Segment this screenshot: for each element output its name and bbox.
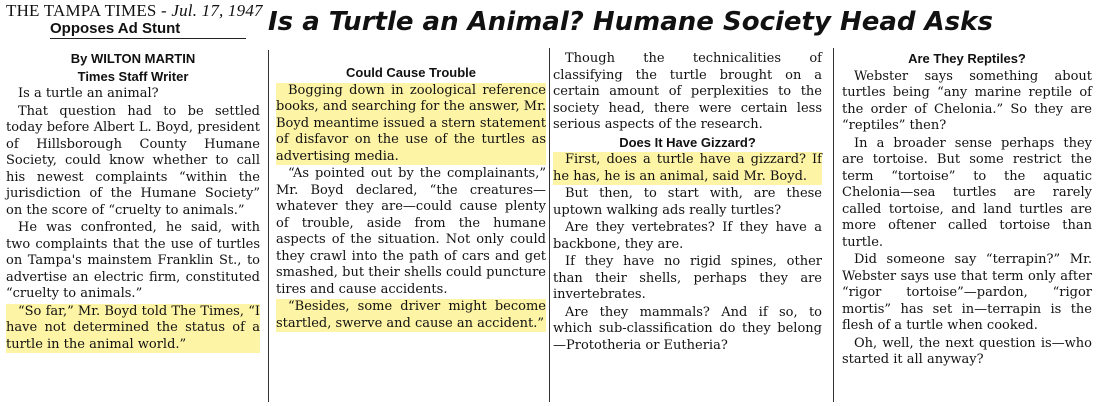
paragraph: “As pointed out by the complainants,” Mr. Boyd declared, “the creatures—whatever they are—could cause plenty of trouble, aside from the humane aspects of the situation. Not only could they crawl into the path of cars and get smashed, but their shells could puncture tires and cause accidents. [276, 166, 546, 297]
paragraph: If they have no rigid spines, other than their shells, perhaps they are invertebrates. [553, 254, 822, 302]
column-2 [276, 51, 546, 333]
column-4 [842, 51, 1092, 370]
paragraph: Did someone say “terrapin?” Mr. Webster says use that term only after “rigor tortoise”—pardon, “rigor mortis” has set in—terrapin is the flesh of a turtle when cooked. [842, 252, 1092, 333]
kicker-underline [50, 38, 246, 39]
paragraph: Webster says something about turtles being “any marine reptile of the order of Chelonia.” So they are “reptiles” then? [842, 68, 1092, 133]
newspaper-name: THE TAMPA TIMES [6, 1, 157, 20]
kicker-headline: Opposes Ad Stunt [50, 20, 181, 37]
paragraph: Oh, well, the next question is—who started it all anyway? [842, 335, 1092, 367]
column-divider [268, 50, 269, 402]
column-1 [6, 51, 260, 354]
paragraph: Is a turtle an animal? [18, 86, 159, 101]
paragraph: Though the technicalities of classifying the turtle brought on a certain amount of perplexities to the society head, there were certain less serious aspects of the research. [553, 51, 822, 132]
paragraph: But then, to start with, are these uptown walking ads really turtles? [553, 186, 822, 218]
paragraph: Are they vertebrates? If they have a backbone, they are. [553, 220, 822, 252]
paragraph: In a broader sense perhaps they are tortoise. But some restrict the term “tortoise” to the aquatic Chelonia—sea turtles are rarely called tortoise, and land turtles are more oftener called tortoise than turtle. [842, 135, 1092, 250]
article-headline: Is a Turtle an Animal? Humane Society Head Asks [268, 7, 993, 37]
column-divider [833, 48, 834, 402]
highlighted-paragraph: “Besides, some driver might become startled, swerve and cause an accident.” [276, 299, 546, 331]
highlighted-paragraph: “So far,” Mr. Boyd told The Times, “I have not determined the status of a turtle in the animal world.” [6, 303, 260, 352]
publication-date: - Jul. 17, 1947 [156, 1, 263, 20]
column-divider [549, 48, 550, 402]
paragraph: He was confronted, he said, with two complaints that the use of turtles on Tampa's mainstem Franklin St., to advertise an electric firm, constituted “cruelty to animals.” [6, 220, 260, 301]
highlighted-paragraph: Bogging down in zoological reference books, and searching for the answer, Mr. Boyd meantime issued a stern statement of disfavor on the use of the turtles as advertising media. [276, 82, 546, 164]
subhead: Does It Have Gizzard? [619, 134, 756, 150]
highlighted-paragraph: First, does a turtle have a gizzard? If he has, he is an animal, said Mr. Boyd. [553, 152, 822, 184]
subhead: Are They Reptiles? [908, 51, 1026, 66]
paragraph: That question had to be settled today before Albert L. Boyd, president of Hillsborough County Humane Society, could know whether to call his newest complaints “within the jurisdiction of the Humane Society” on the score of “cruelty to animals.” [6, 103, 260, 218]
byline-title: Times Staff Writer [77, 68, 189, 84]
subhead: Could Cause Trouble [345, 65, 476, 80]
byline: By WILTON MARTIN [70, 51, 196, 66]
column-3 [553, 51, 822, 355]
paragraph: Are they mammals? And if so, to which sub-classification do they belong—Prototheria or Eutheria? [553, 304, 822, 353]
masthead [6, 2, 263, 20]
